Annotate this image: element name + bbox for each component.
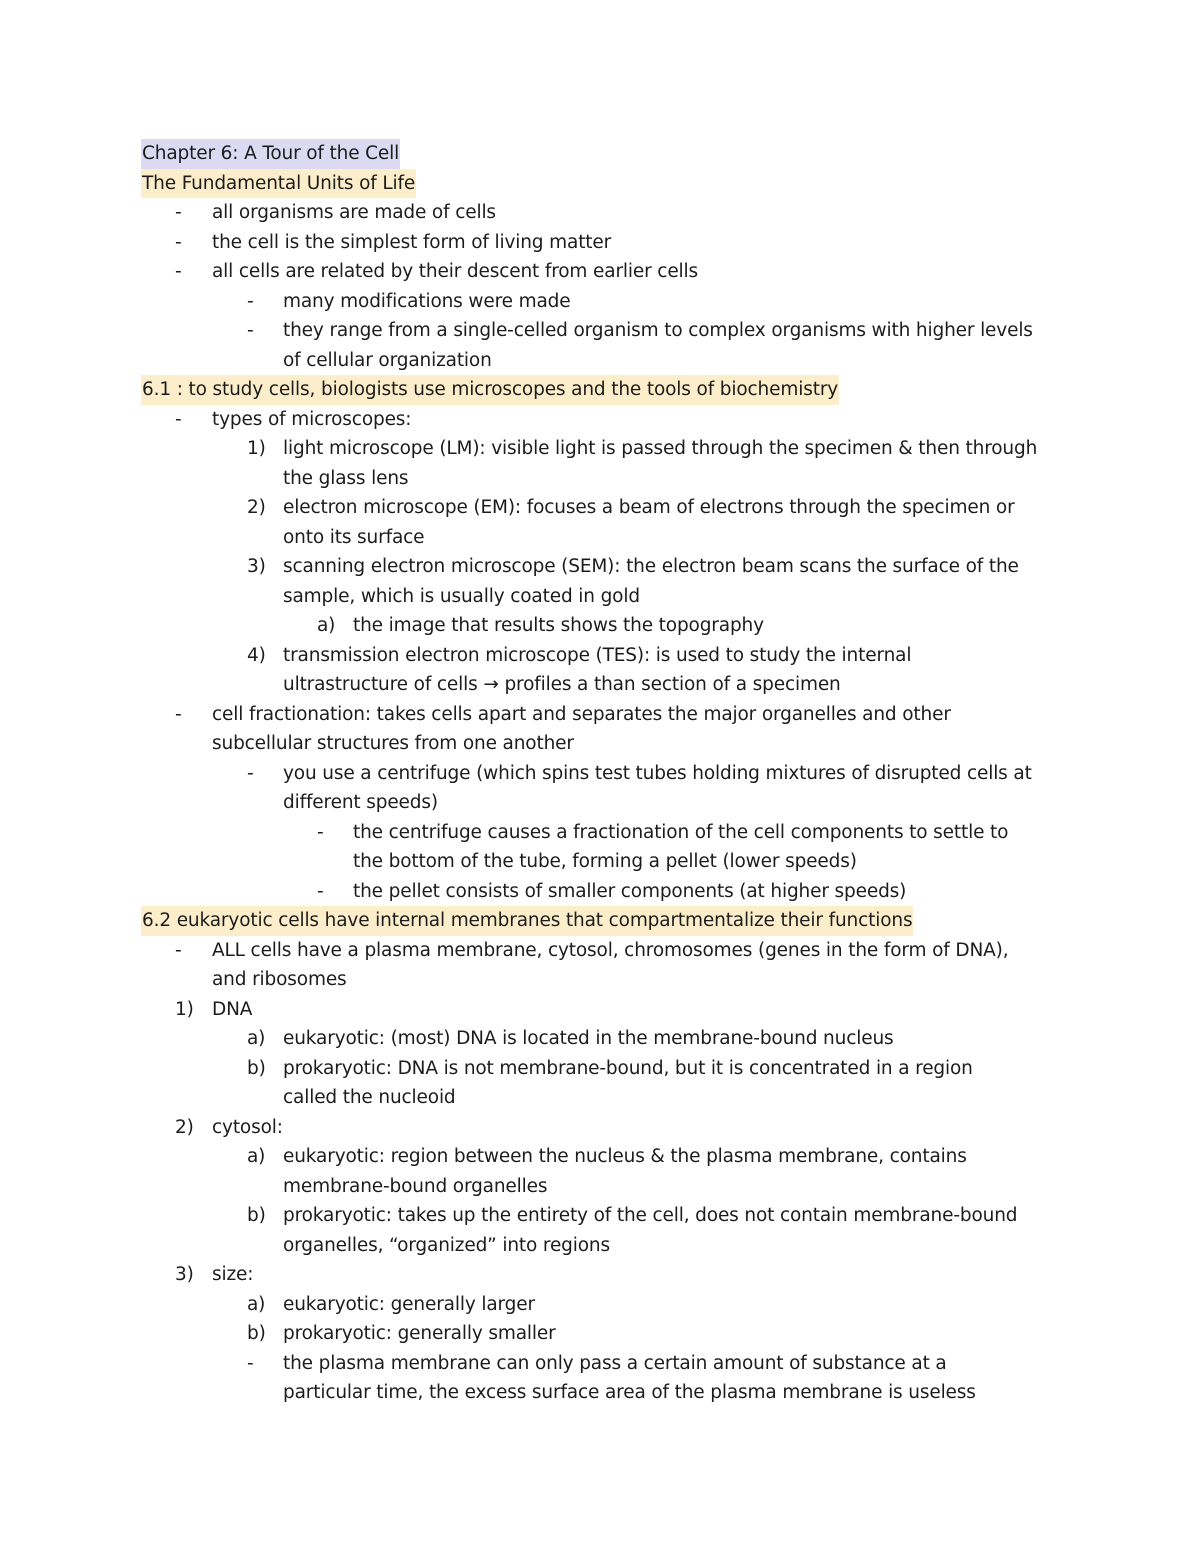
heading-line — [141, 169, 1071, 199]
list-text: eukaryotic: region between the nucleus & the plasma membrane, contains — [283, 1146, 967, 1167]
list-text: the centrifuge causes a fractionation of the cell components to settle to — [353, 821, 1009, 843]
number-marker: 1) — [175, 998, 194, 1020]
bullet-marker: - — [317, 880, 324, 902]
list-text: organelles, “organized” into regions — [283, 1234, 610, 1256]
list-text: size: — [212, 1264, 254, 1285]
letter-marker: b) — [247, 1205, 266, 1226]
bullet-marker: - — [317, 821, 324, 843]
list-item-continued — [141, 1172, 1071, 1202]
list-text: called the nucleoid — [283, 1087, 456, 1108]
section-heading: The Fundamental Units of Life — [141, 169, 416, 199]
list-text: eukaryotic: generally larger — [283, 1293, 535, 1315]
list-item — [141, 405, 1071, 435]
list-item-continued — [141, 523, 1071, 553]
list-text: prokaryotic: DNA is not membrane-bound, but it is concentrated in a region — [283, 1057, 973, 1079]
list-item — [141, 493, 1071, 523]
page-title: Chapter 6: A Tour of the Cell — [141, 139, 400, 169]
list-item-continued — [141, 1231, 1071, 1261]
bullet-marker: - — [247, 762, 254, 784]
list-text: onto its surface — [283, 526, 425, 548]
list-text: ALL cells have a plasma membrane, cytosol, chromosomes (genes in the form of DNA), — [212, 939, 1009, 961]
list-item-continued — [141, 729, 1071, 759]
list-item — [141, 759, 1071, 789]
list-text: cytosol: — [212, 1116, 283, 1138]
list-text: the image that results shows the topography — [353, 615, 764, 636]
list-text: cell fractionation: takes cells apart and separates the major organelles and other — [212, 703, 951, 725]
letter-marker: a) — [317, 615, 336, 636]
list-text: eukaryotic: (most) DNA is located in the membrane-bound nucleus — [283, 1028, 894, 1049]
list-text: all organisms are made of cells — [212, 202, 496, 223]
bullet-marker: - — [247, 320, 254, 341]
heading-line — [141, 906, 1071, 936]
list-item-continued — [141, 788, 1071, 818]
list-item-continued — [141, 582, 1071, 612]
number-marker: 4) — [247, 644, 266, 666]
list-item — [141, 1319, 1071, 1349]
letter-marker: b) — [247, 1057, 266, 1079]
list-text: many modifications were made — [283, 290, 571, 312]
list-text: you use a centrifuge (which spins test tubes holding mixtures of disrupted cells at — [283, 762, 1032, 784]
number-marker: 2) — [247, 497, 266, 518]
list-item — [141, 936, 1071, 966]
heading-line — [141, 375, 1071, 405]
list-item — [141, 434, 1071, 464]
list-item-continued — [141, 670, 1071, 700]
list-item — [141, 995, 1071, 1025]
list-text: transmission electron microscope (TES): is used to study the internal — [283, 644, 912, 666]
list-item — [141, 700, 1071, 730]
section-heading: 6.2 eukaryotic cells have internal membranes that compartmentalize their functions — [141, 906, 913, 936]
list-item — [141, 611, 1071, 641]
list-item — [141, 287, 1071, 317]
list-item-continued — [141, 464, 1071, 494]
list-text: DNA — [212, 998, 253, 1020]
list-text: the bottom of the tube, forming a pellet (lower speeds) — [353, 851, 857, 872]
list-item — [141, 1142, 1071, 1172]
list-text: they range from a single-celled organism to complex organisms with higher levels — [283, 320, 1033, 341]
list-item — [141, 228, 1071, 258]
list-item — [141, 1260, 1071, 1290]
bullet-marker: - — [247, 290, 254, 312]
list-text: particular time, the excess surface area of the plasma membrane is useless — [283, 1382, 976, 1403]
list-item — [141, 818, 1071, 848]
number-marker: 3) — [175, 1264, 194, 1285]
list-item — [141, 198, 1071, 228]
bullet-marker: - — [175, 231, 182, 253]
list-text: the glass lens — [283, 467, 409, 489]
list-item — [141, 316, 1071, 346]
title-line — [141, 139, 1071, 169]
bullet-marker: - — [175, 202, 182, 223]
list-text: of cellular organization — [283, 349, 492, 371]
list-text: prokaryotic: generally smaller — [283, 1323, 556, 1344]
bullet-marker: - — [175, 261, 182, 282]
letter-marker: a) — [247, 1028, 266, 1049]
list-text: ultrastructure of cells → profiles a than section of a specimen — [283, 674, 841, 695]
list-text: all cells are related by their descent from earlier cells — [212, 261, 699, 282]
list-item-continued — [141, 965, 1071, 995]
bullet-marker: - — [175, 703, 182, 725]
list-text: electron microscope (EM): focuses a beam of electrons through the specimen or — [283, 497, 1015, 518]
letter-marker: a) — [247, 1146, 266, 1167]
list-text: membrane-bound organelles — [283, 1175, 548, 1197]
list-text: sample, which is usually coated in gold — [283, 585, 640, 607]
list-item — [141, 641, 1071, 671]
list-text: the plasma membrane can only pass a certain amount of substance at a — [283, 1352, 947, 1374]
list-item — [141, 1054, 1071, 1084]
bullet-marker: - — [247, 1352, 254, 1374]
list-text: light microscope (LM): visible light is passed through the specimen & then through — [283, 438, 1038, 459]
list-text: and ribosomes — [212, 969, 347, 990]
number-marker: 3) — [247, 556, 266, 577]
list-item — [141, 1349, 1071, 1379]
list-item-continued — [141, 847, 1071, 877]
section-heading: 6.1 : to study cells, biologists use microscopes and the tools of biochemistry — [141, 375, 839, 405]
letter-marker: a) — [247, 1293, 266, 1315]
list-item-continued — [141, 1083, 1071, 1113]
list-item — [141, 877, 1071, 907]
list-text: the pellet consists of smaller components (at higher speeds) — [353, 880, 907, 902]
list-text: different speeds) — [283, 792, 438, 813]
list-item-continued — [141, 346, 1071, 376]
bullet-marker: - — [175, 939, 182, 961]
list-item — [141, 257, 1071, 287]
letter-marker: b) — [247, 1323, 266, 1344]
number-marker: 2) — [175, 1116, 194, 1138]
list-text: prokaryotic: takes up the entirety of the cell, does not contain membrane-bound — [283, 1205, 1018, 1226]
list-item — [141, 1290, 1071, 1320]
list-item — [141, 1113, 1071, 1143]
list-text: subcellular structures from one another — [212, 733, 574, 754]
list-text: the cell is the simplest form of living matter — [212, 231, 612, 253]
list-item-continued — [141, 1378, 1071, 1408]
bullet-marker: - — [175, 408, 182, 430]
number-marker: 1) — [247, 438, 266, 459]
list-item — [141, 552, 1071, 582]
list-item — [141, 1201, 1071, 1231]
list-text: scanning electron microscope (SEM): the electron beam scans the surface of the — [283, 556, 1019, 577]
list-text: types of microscopes: — [212, 408, 412, 430]
list-item — [141, 1024, 1071, 1054]
notes-body — [141, 139, 1071, 1408]
